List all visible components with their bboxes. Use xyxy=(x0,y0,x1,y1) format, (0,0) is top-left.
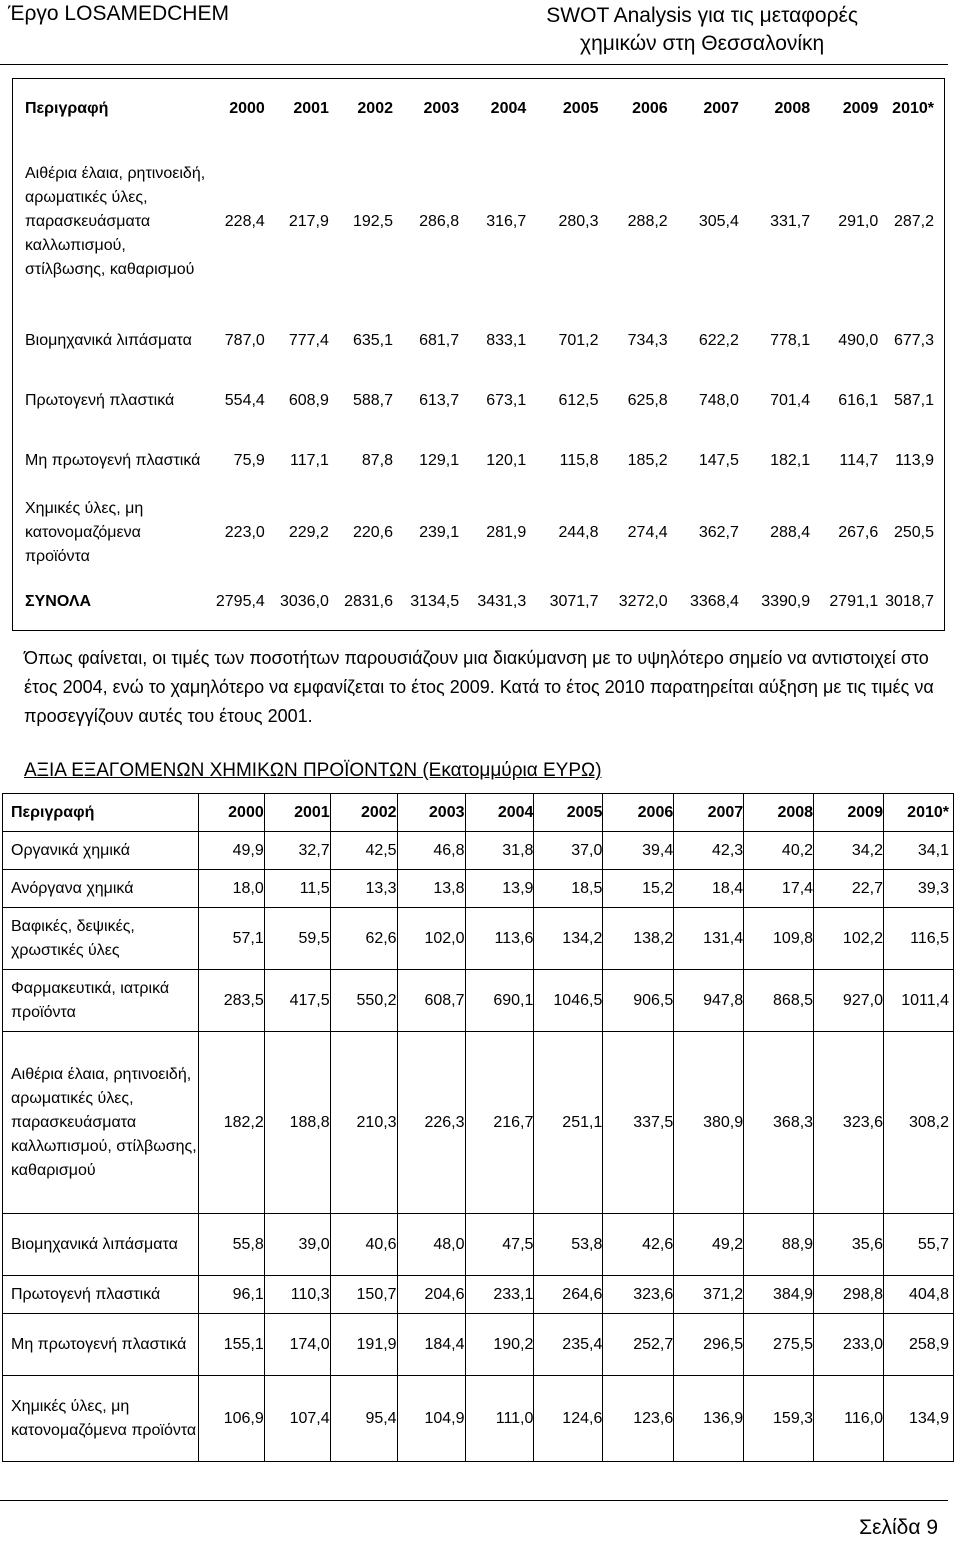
table-cell: 75,9 xyxy=(233,451,265,469)
total-label: ΣΥΝΟΛΑ xyxy=(25,593,92,611)
table-cell: 588,7 xyxy=(352,391,393,409)
total-cell: 3134,5 xyxy=(410,593,460,611)
column-header-year: 2010* xyxy=(883,794,953,832)
document-title-line1: SWOT Analysis για τις μεταφορές xyxy=(546,4,858,27)
table-cell: 102,0 xyxy=(397,908,465,970)
table-cell: 635,1 xyxy=(352,331,393,349)
table-cell: 57,1 xyxy=(198,908,264,970)
row-label: Βιομηχανικά λιπάσματα xyxy=(25,331,192,349)
table-cell: 62,6 xyxy=(330,908,397,970)
table-cell: 59,5 xyxy=(264,908,330,970)
table-cell: 40,6 xyxy=(330,1214,397,1276)
table-cell: 1046,5 xyxy=(534,970,603,1032)
table-cell: 182,1 xyxy=(770,451,811,469)
table-cell: 117,1 xyxy=(290,451,329,469)
table-cell: 32,7 xyxy=(264,832,330,870)
table-cell: 11,5 xyxy=(264,870,330,908)
table-cell: 109,8 xyxy=(744,908,814,970)
column-header-description: Περιγραφή xyxy=(3,794,199,832)
row-label: Ανόργανα χημικά xyxy=(3,870,199,908)
table-cell: 49,9 xyxy=(198,832,264,870)
table-cell: 35,6 xyxy=(814,1214,884,1276)
table-cell: 701,2 xyxy=(558,331,599,349)
table-cell: 217,9 xyxy=(288,212,329,230)
page-number: Σελίδα 9 xyxy=(859,1516,938,1539)
table-row xyxy=(3,1314,954,1376)
column-header-year: 2005 xyxy=(534,794,603,832)
table-cell: 287,2 xyxy=(893,212,934,230)
row-label: Φαρμακευτικά, ιατρικά προϊόντα xyxy=(3,970,199,1032)
table-cell: 734,3 xyxy=(627,331,668,349)
table-cell: 622,2 xyxy=(698,331,739,349)
table-cell: 690,1 xyxy=(465,970,534,1032)
table-row xyxy=(3,1276,954,1314)
column-header-year: 2001 xyxy=(293,99,329,117)
table-cell: 235,4 xyxy=(534,1314,603,1376)
table-cell: 39,3 xyxy=(883,870,953,908)
table-header-row xyxy=(3,794,954,832)
column-header-year: 2008 xyxy=(744,794,814,832)
table-cell: 134,9 xyxy=(883,1376,953,1462)
table-cell: 116,0 xyxy=(814,1376,884,1462)
table-cell: 673,1 xyxy=(486,391,527,409)
table-cell: 288,2 xyxy=(627,212,668,230)
table-cell: 136,9 xyxy=(674,1376,744,1462)
table-cell: 39,4 xyxy=(603,832,674,870)
table-header-row xyxy=(13,79,945,133)
table-cell: 34,1 xyxy=(883,832,953,870)
table-row xyxy=(3,970,954,1032)
column-header-year: 2005 xyxy=(562,99,599,117)
total-cell: 3431,3 xyxy=(477,593,527,611)
table-cell: 681,7 xyxy=(419,331,460,349)
table-cell: 323,6 xyxy=(814,1032,884,1214)
table-row xyxy=(3,870,954,908)
row-label: Βιομηχανικά λιπάσματα xyxy=(3,1214,199,1276)
table-cell: 1011,4 xyxy=(883,970,953,1032)
table-cell: 18,4 xyxy=(674,870,744,908)
table-cell: 42,3 xyxy=(674,832,744,870)
table-row xyxy=(13,133,945,311)
document-title-line2: χημικών στη Θεσσαλονίκη xyxy=(580,32,825,55)
table-cell: 150,7 xyxy=(330,1276,397,1314)
table-row xyxy=(3,832,954,870)
table-cell: 404,8 xyxy=(883,1276,953,1314)
table-cell: 280,3 xyxy=(558,212,599,230)
column-header-year: 2008 xyxy=(774,99,811,117)
table-cell: 46,8 xyxy=(397,832,465,870)
table-cell: 316,7 xyxy=(486,212,527,230)
table-cell: 49,2 xyxy=(674,1214,744,1276)
table-cell: 113,6 xyxy=(465,908,534,970)
table-cell: 185,2 xyxy=(627,451,668,469)
table-cell: 129,1 xyxy=(419,451,460,469)
table-cell: 159,3 xyxy=(744,1376,814,1462)
row-label: Χημικές ύλες, μη κατονομαζόμενα προϊόντα xyxy=(3,1376,199,1462)
table-cell: 55,7 xyxy=(883,1214,953,1276)
total-cell: 3272,0 xyxy=(618,593,668,611)
column-header-year: 2004 xyxy=(490,99,527,117)
table-cell: 298,8 xyxy=(814,1276,884,1314)
column-header-year: 2003 xyxy=(423,99,460,117)
table-cell: 296,5 xyxy=(674,1314,744,1376)
table-cell: 490,0 xyxy=(838,331,879,349)
table-cell: 947,8 xyxy=(674,970,744,1032)
table-cell: 47,5 xyxy=(465,1214,534,1276)
table-cell: 40,2 xyxy=(744,832,814,870)
table-cell: 625,8 xyxy=(627,391,668,409)
total-cell: 2791,1 xyxy=(829,593,879,611)
table-cell: 275,5 xyxy=(744,1314,814,1376)
table-cell: 748,0 xyxy=(698,391,739,409)
table-cell: 31,8 xyxy=(465,832,534,870)
table-cell: 274,4 xyxy=(627,523,668,541)
table-cell: 288,4 xyxy=(770,523,811,541)
column-header-year: 2006 xyxy=(603,794,674,832)
table-cell: 220,6 xyxy=(352,523,393,541)
table-cell: 106,9 xyxy=(198,1376,264,1462)
table-cell: 613,7 xyxy=(419,391,460,409)
table-cell: 677,3 xyxy=(893,331,934,349)
total-row xyxy=(13,575,945,631)
table-cell: 102,2 xyxy=(814,908,884,970)
table-cell: 228,4 xyxy=(224,212,265,230)
table-cell: 371,2 xyxy=(674,1276,744,1314)
table-cell: 39,0 xyxy=(264,1214,330,1276)
table-cell: 18,0 xyxy=(198,870,264,908)
table-cell: 264,6 xyxy=(534,1276,603,1314)
table-cell: 308,2 xyxy=(883,1032,953,1214)
section-title: ΑΞΙΑ ΕΞΑΓΟΜΕΝΩΝ ΧΗΜΙΚΩΝ ΠΡΟΪΟΝΤΩΝ (Εκατομμύρια ΕΥΡΩ) xyxy=(24,760,602,781)
table-cell: 417,5 xyxy=(264,970,330,1032)
table-cell: 244,8 xyxy=(558,523,599,541)
table-cell: 778,1 xyxy=(770,331,811,349)
table-cell: 384,9 xyxy=(744,1276,814,1314)
table-cell: 13,3 xyxy=(330,870,397,908)
table-row xyxy=(13,371,945,431)
table-cell: 554,4 xyxy=(224,391,265,409)
table-cell: 833,1 xyxy=(486,331,527,349)
table-cell: 107,4 xyxy=(264,1376,330,1462)
table-cell: 305,4 xyxy=(698,212,739,230)
table-cell: 138,2 xyxy=(603,908,674,970)
header-divider xyxy=(0,64,948,65)
table-cell: 226,3 xyxy=(397,1032,465,1214)
table-cell: 147,5 xyxy=(698,451,739,469)
total-cell: 3368,4 xyxy=(689,593,739,611)
table-cell: 250,5 xyxy=(893,523,934,541)
table-cell: 233,0 xyxy=(814,1314,884,1376)
table-cell: 239,1 xyxy=(419,523,460,541)
total-cell: 3036,0 xyxy=(279,593,329,611)
total-cell: 3390,9 xyxy=(761,593,811,611)
table-cell: 258,9 xyxy=(883,1314,953,1376)
table-row xyxy=(3,1214,954,1276)
table-cell: 113,9 xyxy=(895,451,934,469)
export-value-table xyxy=(2,793,954,1462)
table-cell: 111,0 xyxy=(465,1376,534,1462)
table-cell: 252,7 xyxy=(603,1314,674,1376)
column-header-year: 2009 xyxy=(842,99,879,117)
quantities-table xyxy=(12,78,945,631)
row-label: Αιθέρια έλαια, ρητινοειδή, αρωματικές ύλες, παρασκευάσματα καλλωπισμού, στίλβωσης, καθαρισμού xyxy=(25,164,206,278)
column-header-year: 2010* xyxy=(892,99,934,117)
table-cell: 192,5 xyxy=(352,212,393,230)
row-label: Μη πρωτογενή πλαστικά xyxy=(25,451,201,469)
table-cell: 223,0 xyxy=(224,523,265,541)
table-cell: 362,7 xyxy=(698,523,739,541)
column-header-year: 2007 xyxy=(674,794,744,832)
column-header-year: 2009 xyxy=(814,794,884,832)
table-cell: 17,4 xyxy=(744,870,814,908)
column-header-year: 2002 xyxy=(330,794,397,832)
footer-divider xyxy=(0,1500,948,1501)
table-cell: 110,3 xyxy=(264,1276,330,1314)
document-title xyxy=(546,2,858,58)
table-cell: 777,4 xyxy=(288,331,329,349)
table-cell: 323,6 xyxy=(603,1276,674,1314)
table-cell: 34,2 xyxy=(814,832,884,870)
table-cell: 96,1 xyxy=(198,1276,264,1314)
total-cell: 3071,7 xyxy=(549,593,599,611)
table-row xyxy=(3,1032,954,1214)
row-label: Μη πρωτογενή πλαστικά xyxy=(3,1314,199,1376)
table-cell: 190,2 xyxy=(465,1314,534,1376)
column-header-description: Περιγραφή xyxy=(25,99,109,117)
table-cell: 337,5 xyxy=(603,1032,674,1214)
column-header-year: 2001 xyxy=(264,794,330,832)
column-header-year: 2006 xyxy=(632,99,668,117)
table-row xyxy=(3,1376,954,1462)
table-cell: 204,6 xyxy=(397,1276,465,1314)
table-cell: 701,4 xyxy=(770,391,811,409)
column-header-year: 2002 xyxy=(357,99,393,117)
row-label: Βαφικές, δεψικές, χρωστικές ύλες xyxy=(3,908,199,970)
table-row xyxy=(13,311,945,371)
column-header-year: 2007 xyxy=(703,99,739,117)
table-cell: 95,4 xyxy=(330,1376,397,1462)
table-cell: 115,8 xyxy=(559,451,599,469)
table-cell: 229,2 xyxy=(288,523,329,541)
table-cell: 87,8 xyxy=(361,451,393,469)
table-cell: 550,2 xyxy=(330,970,397,1032)
table-cell: 13,9 xyxy=(465,870,534,908)
total-cell: 2795,4 xyxy=(215,593,265,611)
table-cell: 114,7 xyxy=(839,451,879,469)
table-cell: 42,5 xyxy=(330,832,397,870)
column-header-year: 2000 xyxy=(198,794,264,832)
analysis-paragraph: Όπως φαίνεται, οι τιμές των ποσοτήτων παρουσιάζουν μια διακύμανση με το υψηλότερο σημείο να αντιστοιχεί στο έτος 2004, ενώ το χαμηλότερο να εμφανίζεται το έτος 2009. Κατά το έτος 2010 παρατηρείται αύξηση με τις τιμές να προσεγγίζουν αυτές του έτους 2001. xyxy=(24,648,934,726)
table-cell: 787,0 xyxy=(224,331,265,349)
table-row xyxy=(13,491,945,575)
table-cell: 124,6 xyxy=(534,1376,603,1462)
row-label: Οργανικά χημικά xyxy=(3,832,199,870)
table-cell: 182,2 xyxy=(198,1032,264,1214)
table-cell: 53,8 xyxy=(534,1214,603,1276)
table-cell: 174,0 xyxy=(264,1314,330,1376)
table-cell: 286,8 xyxy=(419,212,460,230)
table-cell: 233,1 xyxy=(465,1276,534,1314)
row-label: Αιθέρια έλαια, ρητινοειδή, αρωματικές ύλες, παρασκευάσματα καλλωπισμού, στίλβωσης, καθαρισμού xyxy=(3,1032,199,1214)
column-header-year: 2000 xyxy=(229,99,265,117)
table-cell: 616,1 xyxy=(838,391,879,409)
table-cell: 123,6 xyxy=(603,1376,674,1462)
table-cell: 281,9 xyxy=(486,523,527,541)
table-cell: 368,3 xyxy=(744,1032,814,1214)
column-header-year: 2004 xyxy=(465,794,534,832)
table-cell: 210,3 xyxy=(330,1032,397,1214)
table-cell: 37,0 xyxy=(534,832,603,870)
table-cell: 55,8 xyxy=(198,1214,264,1276)
column-header-year: 2003 xyxy=(397,794,465,832)
table-cell: 18,5 xyxy=(534,870,603,908)
table-cell: 927,0 xyxy=(814,970,884,1032)
table-cell: 380,9 xyxy=(674,1032,744,1214)
table-cell: 331,7 xyxy=(770,212,811,230)
table-cell: 48,0 xyxy=(397,1214,465,1276)
table-cell: 188,8 xyxy=(264,1032,330,1214)
table-cell: 267,6 xyxy=(838,523,879,541)
table-cell: 608,7 xyxy=(397,970,465,1032)
table-cell: 291,0 xyxy=(838,212,879,230)
row-label: Χημικές ύλες, μη κατονομαζόμενα προϊόντα xyxy=(25,499,144,565)
table-cell: 88,9 xyxy=(744,1214,814,1276)
total-cell: 3018,7 xyxy=(885,593,934,611)
table-cell: 612,5 xyxy=(558,391,599,409)
row-label: Πρωτογενή πλαστικά xyxy=(25,391,175,409)
table-cell: 22,7 xyxy=(814,870,884,908)
total-cell: 2831,6 xyxy=(344,593,393,611)
table-cell: 587,1 xyxy=(893,391,934,409)
row-label: Πρωτογενή πλαστικά xyxy=(3,1276,199,1314)
project-title: Έργο LOSAMEDCHEM xyxy=(8,2,229,25)
table-cell: 868,5 xyxy=(744,970,814,1032)
table-cell: 134,2 xyxy=(534,908,603,970)
table-cell: 155,1 xyxy=(198,1314,264,1376)
table-cell: 131,4 xyxy=(674,908,744,970)
table-cell: 104,9 xyxy=(397,1376,465,1462)
table-cell: 15,2 xyxy=(603,870,674,908)
table-cell: 906,5 xyxy=(603,970,674,1032)
table-cell: 608,9 xyxy=(288,391,329,409)
table-cell: 116,5 xyxy=(883,908,953,970)
table-cell: 283,5 xyxy=(198,970,264,1032)
table-cell: 191,9 xyxy=(330,1314,397,1376)
table-cell: 251,1 xyxy=(534,1032,603,1214)
table-cell: 216,7 xyxy=(465,1032,534,1214)
table-row xyxy=(13,431,945,491)
table-row xyxy=(3,908,954,970)
table-cell: 184,4 xyxy=(397,1314,465,1376)
table-cell: 120,1 xyxy=(486,451,527,469)
table-cell: 13,8 xyxy=(397,870,465,908)
table-cell: 42,6 xyxy=(603,1214,674,1276)
